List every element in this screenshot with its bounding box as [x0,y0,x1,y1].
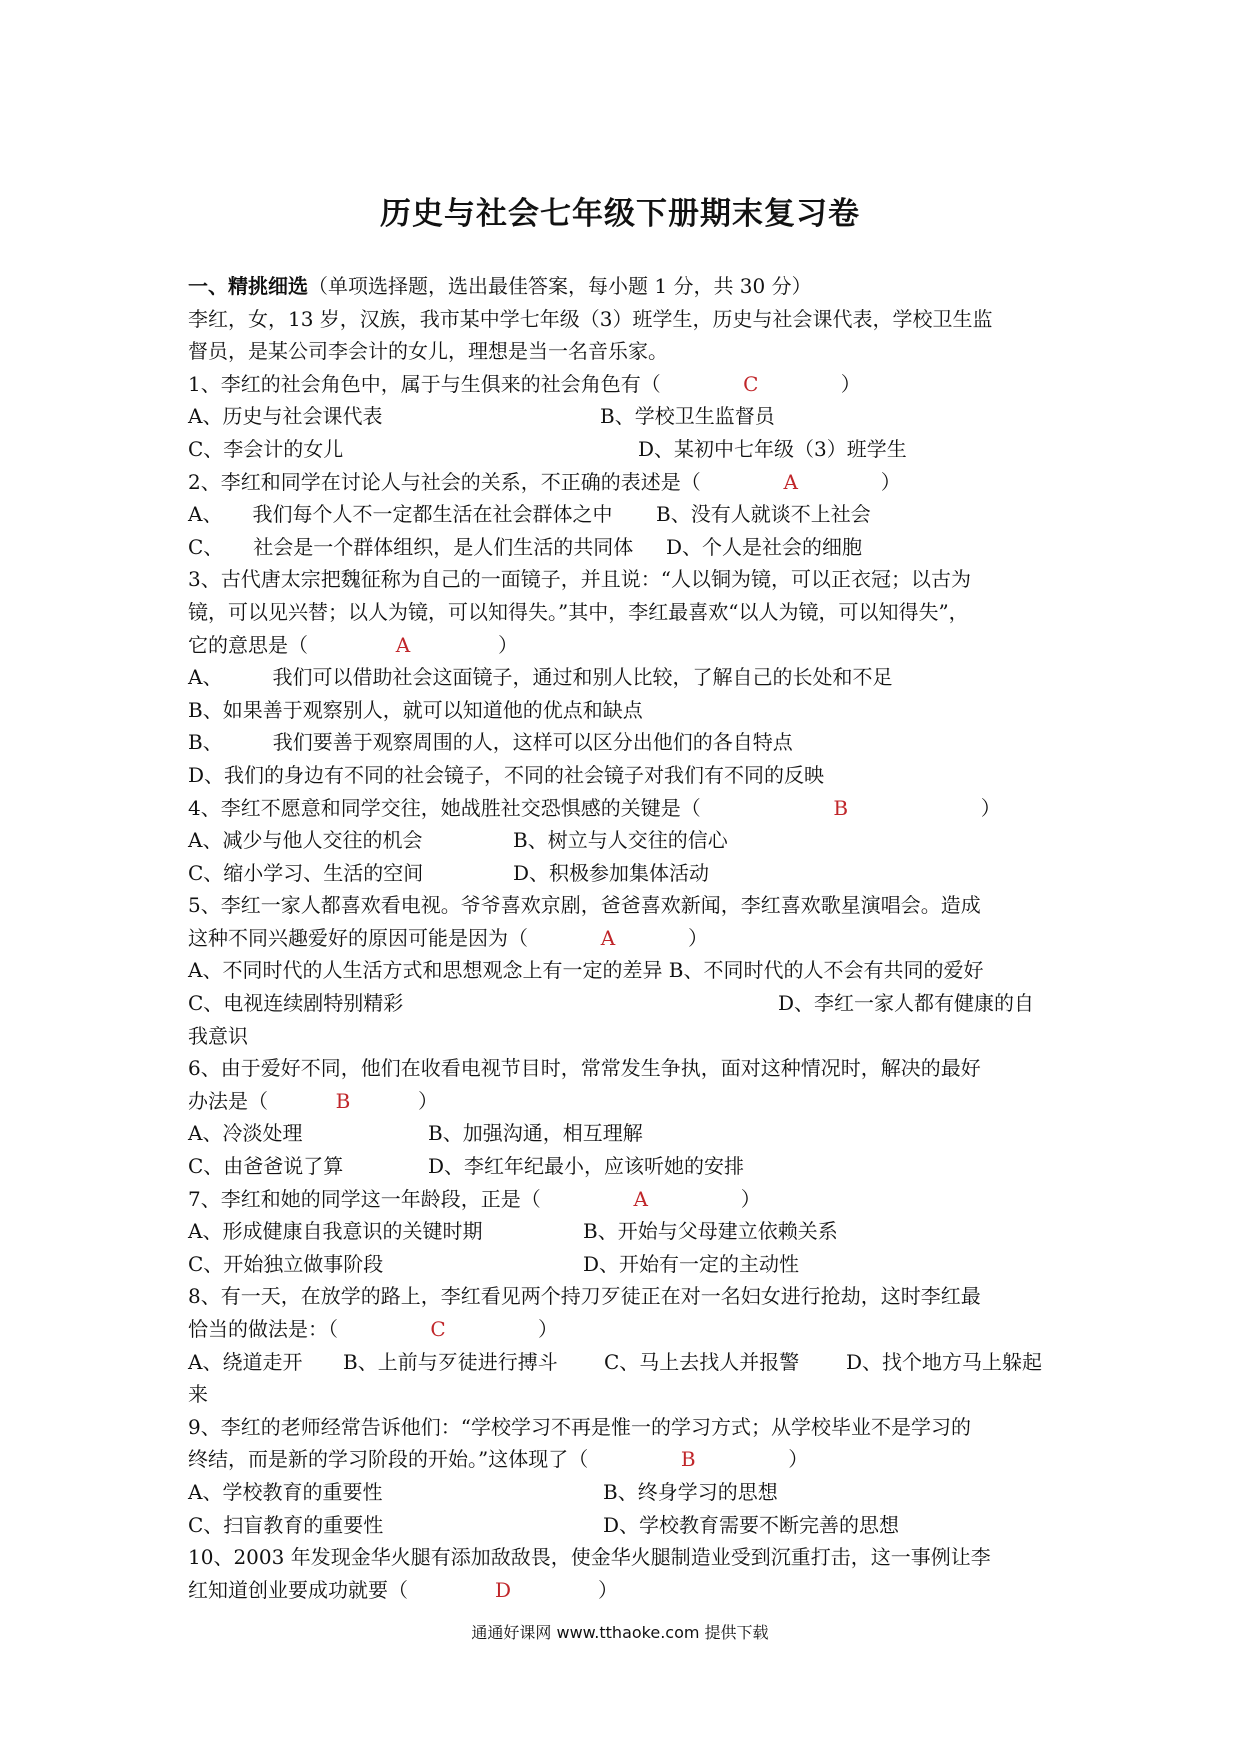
option-row [188,1346,1058,1379]
option-c: C、 社会是一个群体组织，是人们生活的共同体 [188,534,634,559]
stem-text: 办法是（ [188,1088,268,1113]
answer-mark: C [430,1317,446,1341]
answer-mark: B [335,1088,351,1113]
option-d: D、积极参加集体活动 [513,860,710,885]
stem-close: ） [740,1186,761,1211]
option-row [188,531,1058,564]
question-stem [188,1443,1058,1476]
answer-mark: B [680,1447,696,1472]
option-c: B、 我们要善于观察周围的人，这样可以区分出他们的各自特点 [188,730,793,755]
stem-text: 4、李红不愿意和同学交往，她战胜社交恐惧感的关键是（ [188,795,701,820]
page-title: 历史与社会七年级下册期末复习卷 [380,196,860,232]
exam-content [188,270,1058,1606]
option-c: C、电视连续剧特别精彩 [188,991,404,1016]
stem-close: ） [880,469,901,494]
stem-text: 恰当的做法是：（ [188,1317,338,1341]
question-stem [188,1085,1058,1118]
question-stem: 镜，可以见兴替；以人为镜，可以知得失。”其中，李红最喜欢“以人为镜，可以知得失”， [188,599,969,624]
question-stem: 8、有一天，在放学的路上，李红看见两个持刀歹徒正在对一名妇女进行抢劫，这时李红最 [188,1284,981,1309]
option-a: A、学校教育的重要性 [188,1479,383,1504]
question-stem [188,1313,1058,1346]
option-b: B、学校卫生监督员 [600,404,775,429]
option-d: D、李红一家人都有健康的自 [778,991,1035,1016]
option-row [188,433,1058,466]
stem-text: 1、李红的社会角色中，属于与生俱来的社会角色有（ [188,371,661,396]
page-footer: 通通好课网 www.tthaoke.com 提供下载 [471,1623,769,1642]
stem-close: ） [980,795,1001,820]
option-a: A、冷淡处理 [188,1121,303,1146]
option-b: B、如果善于观察别人，就可以知道他的优点和缺点 [188,697,643,722]
option-c: C、由爸爸说了算 [188,1154,344,1179]
option-row: A、不同时代的人生活方式和思想观念上有一定的差异 B、不同时代的人不会有共同的爱好 [188,958,984,983]
section-note: （单项选择题，选出最佳答案，每小题 1 分，共 30 分） [308,274,812,298]
option-continued: 我意识 [188,1023,248,1048]
stem-text: 2、李红和同学在讨论人与社会的关系，不正确的表述是（ [188,469,701,494]
stem-text: 它的意思是（ [188,632,308,657]
question-stem [188,466,1058,499]
answer-mark: A [783,469,798,494]
question-stem: 6、由于爱好不同，他们在收看电视节目时，常常发生争执，面对这种情况时，解决的最好 [188,1056,981,1081]
option-b: B、没有人就谈不上社会 [656,502,871,527]
option-row [188,400,1058,433]
question-stem [188,1183,1058,1216]
option-b: B、树立与人交往的信心 [513,828,728,853]
option-d: D、李红年纪最小，应该听她的安排 [428,1154,745,1179]
stem-text: 终结，而是新的学习阶段的开始。”这体现了（ [188,1447,589,1472]
question-stem: 10、2003 年发现金华火腿有添加敌敌畏，使金华火腿制造业受到沉重打击，这一事例让李 [188,1545,991,1570]
question-stem: 3、古代唐太宗把魏征称为自己的一面镜子，并且说：“人以铜为镜，可以正衣冠；以古为 [188,567,971,592]
option-c: C、李会计的女儿 [188,436,344,461]
section-title: 一、精挑细选 [188,274,308,298]
stem-text: 红知道创业要成功就要（ [188,1577,408,1602]
option-row [188,987,1058,1020]
stem-close: ） [688,925,708,950]
answer-mark: C [743,371,759,396]
answer-mark: A [395,632,411,657]
option-c: C、缩小学习、生活的空间 [188,860,424,885]
option-b: B、开始与父母建立依赖关系 [583,1219,838,1244]
option-row [188,824,1058,857]
question-stem [188,629,1058,662]
question-stem: 9、李红的老师经常告诉他们：“学校学习不再是惟一的学习方式；从学校毕业不是学习的 [188,1414,971,1439]
option-d: D、个人是社会的细胞 [666,534,863,559]
option-continued: 来 [188,1382,208,1407]
option-d: D、某初中七年级（3）班学生 [638,436,907,461]
answer-mark: B [833,795,849,820]
stem-close: ） [538,1317,558,1341]
option-row [188,1215,1058,1248]
option-b: B、加强沟通，相互理解 [428,1121,643,1146]
answer-mark: A [633,1186,648,1211]
option-b: B、上前与歹徒进行搏斗 [343,1349,558,1374]
option-a: A、绕道走开 [188,1349,303,1374]
question-stem [188,1574,1058,1607]
stem-close: ） [418,1088,438,1113]
question-stem [188,368,1058,401]
option-a: A、形成健康自我意识的关键时期 [188,1219,483,1244]
option-d: D、我们的身边有不同的社会镜子，不同的社会镜子对我们有不同的反映 [188,762,825,787]
option-row [188,1476,1058,1509]
stem-text: 这种不同兴趣爱好的原因可能是因为（ [188,925,528,950]
option-b: B、终身学习的思想 [603,1479,778,1504]
option-d: D、学校教育需要不断完善的思想 [603,1512,900,1537]
section-heading [188,270,1058,303]
option-c: C、扫盲教育的重要性 [188,1512,384,1537]
intro-line: 督员，是某公司李会计的女儿，理想是当一名音乐家。 [188,339,668,364]
option-row [188,1150,1058,1183]
option-row [188,1248,1058,1281]
option-c: C、马上去找人并报警 [604,1349,800,1374]
option-row [188,857,1058,890]
stem-close: ） [840,371,861,396]
question-stem [188,792,1058,825]
option-row [188,1117,1058,1150]
option-a: A、 我们每个人不一定都生活在社会群体之中 [188,502,613,527]
question-stem [188,922,1058,955]
option-d: D、开始有一定的主动性 [583,1251,800,1276]
option-a: A、减少与他人交往的机会 [188,828,423,853]
stem-close: ） [498,632,518,657]
option-d: D、找个地方马上躲起 [846,1349,1043,1374]
stem-text: 7、李红和她的同学这一年龄段，正是（ [188,1186,541,1211]
stem-close: ） [788,1447,809,1472]
answer-mark: D [494,1577,512,1602]
answer-mark: A [600,925,616,950]
option-a: A、历史与社会课代表 [188,404,383,429]
option-row [188,1509,1058,1542]
option-c: C、开始独立做事阶段 [188,1251,384,1276]
option-row [188,498,1058,531]
stem-close: ） [598,1577,618,1602]
option-a: A、 我们可以借助社会这面镜子，通过和别人比较，了解自己的长处和不足 [188,665,893,690]
question-stem: 5、李红一家人都喜欢看电视。爷爷喜欢京剧，爸爸喜欢新闻，李红喜欢歌星演唱会。造成 [188,893,981,918]
intro-line: 李红，女，13 岁，汉族，我市某中学七年级（3）班学生，历史与社会课代表，学校卫生监 [188,306,993,331]
